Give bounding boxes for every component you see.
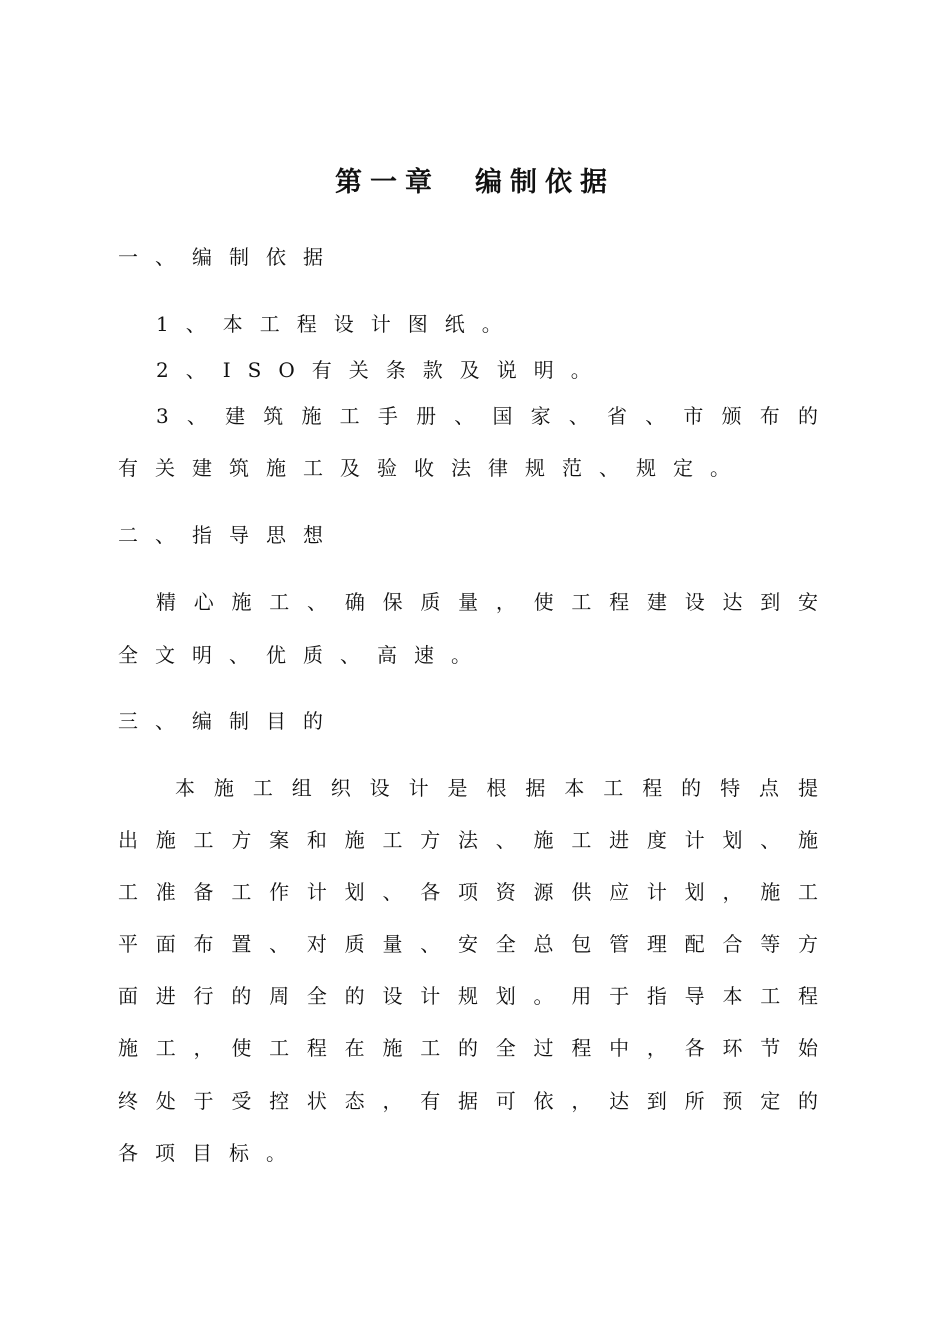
purpose-line-7: 终处于受控状态，有据可依，达到所预定的 — [118, 1089, 818, 1113]
purpose-line-6: 施工，使工程在施工的全过程中，各环节始 — [118, 1036, 818, 1060]
purpose-line-8: 各项目标。 — [118, 1141, 303, 1165]
section-heading-purpose: 三、编制目的 — [118, 709, 340, 733]
purpose-line-3: 工准备工作计划、各项资源供应计划，施工 — [118, 880, 818, 904]
basis-item-2: 2、ISO有关条款及说明。 — [156, 358, 608, 382]
basis-item-3-cont: 有关建筑施工及验收法律规范、规定。 — [118, 456, 747, 480]
basis-item-3: 3、建筑施工手册、国家、省、市颁布的 — [156, 404, 818, 428]
guiding-line-1: 精心施工、确保质量，使工程建设达到安 — [156, 590, 818, 614]
purpose-line-1: 本施工组织设计是根据本工程的特点提 — [175, 776, 818, 800]
chapter-title: 第一章 编制依据 — [335, 167, 615, 198]
purpose-line-2: 出施工方案和施工方法、施工进度计划、施 — [118, 828, 818, 852]
section-heading-basis: 一、编制依据 — [118, 245, 340, 269]
purpose-line-5: 面进行的周全的设计规划。用于指导本工程 — [118, 984, 818, 1008]
basis-item-1: 1、本工程设计图纸。 — [156, 312, 519, 336]
purpose-line-4: 平面布置、对质量、安全总包管理配合等方 — [118, 932, 818, 956]
guiding-line-2: 全文明、优质、高速。 — [118, 643, 488, 667]
section-heading-guiding: 二、指导思想 — [118, 523, 340, 547]
